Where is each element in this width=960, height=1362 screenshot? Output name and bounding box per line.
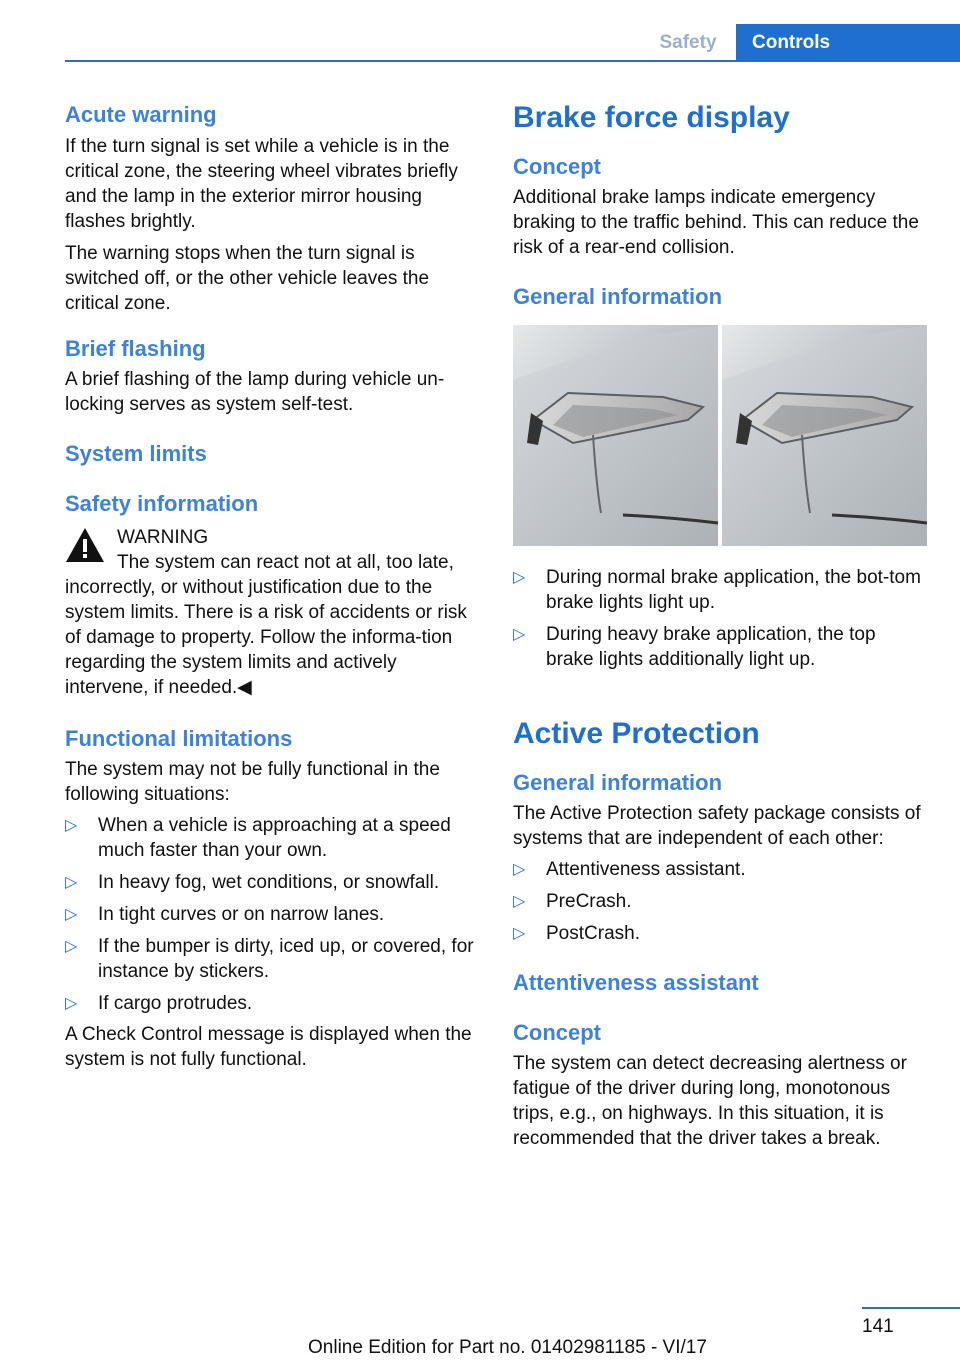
heading-acute-warning: Acute warning <box>65 102 217 127</box>
triangle-right-icon: ▷ <box>513 569 526 586</box>
triangle-right-icon: ▷ <box>513 925 526 942</box>
triangle-right-icon: ▷ <box>65 906 78 923</box>
paragraph: A Check Control message is displayed when the system is not fully functional. <box>65 1024 472 1070</box>
list-item: ▷ During normal brake application, the bot‐tom brake lights light up. <box>513 567 921 613</box>
right-column <box>513 98 928 1151</box>
triangle-right-icon: ▷ <box>65 817 78 834</box>
left-column <box>65 98 480 1072</box>
header-rule <box>65 60 960 62</box>
brake-light-list <box>513 565 928 672</box>
limitations-list <box>65 813 480 1016</box>
warning-triangle-icon <box>65 527 105 563</box>
heading-brake-force-display: Brake force display <box>513 101 790 134</box>
tab-controls-label: Controls <box>752 32 831 53</box>
warning-text: The system can react not at all, too late, incorrectly, or without justification due to the system limits. There is a risk of accidents or risk of damage to property. Follow the informa‐tion regarding the system limits and actively intervene, if needed.◀ <box>65 552 467 698</box>
list-item: ▷ When a vehicle is approaching at a speed much faster than your own. <box>65 815 451 861</box>
brake-lights-illustration <box>513 325 927 546</box>
car-rear-right <box>722 325 927 546</box>
list-item: ▷ In heavy fog, wet conditions, or snowfall. <box>65 872 440 893</box>
car-rear-left <box>513 325 718 546</box>
heading-active-protection: Active Protection <box>513 717 760 750</box>
triangle-right-icon: ▷ <box>65 874 78 891</box>
heading-attentiveness-assistant: Attentiveness assistant <box>513 970 759 995</box>
tab-controls[interactable] <box>736 24 960 62</box>
triangle-right-icon: ▷ <box>513 861 526 878</box>
tab-safety[interactable]: Safety <box>659 32 717 53</box>
heading-concept: Concept <box>513 1020 601 1045</box>
list-item: ▷ PostCrash. <box>513 923 640 944</box>
warning-block <box>65 525 480 700</box>
list-item: ▷ In tight curves or on narrow lanes. <box>65 904 385 925</box>
paragraph: If the turn signal is set while a vehicle is in the critical zone, the steering wheel vibrates briefly and the lamp in the exterior mirror housing flashes brightly. <box>65 136 458 232</box>
active-protection-list <box>513 857 928 946</box>
heading-general-information: General information <box>513 284 723 309</box>
footer-rule <box>862 1307 960 1309</box>
paragraph: The warning stops when the turn signal is switched off, or the other vehicle leaves the critical zone. <box>65 243 430 314</box>
triangle-right-icon: ▷ <box>65 995 78 1012</box>
page-number: 141 <box>862 1316 894 1337</box>
edition-footer: Online Edition for Part no. 01402981185 - VI/17 <box>308 1337 707 1358</box>
heading-brief-flashing: Brief flashing <box>65 336 206 361</box>
warning-label: WARNING <box>117 527 209 548</box>
paragraph: The system can detect decreasing alertness or fatigue of the driver during long, monotonous trips, e.g., on highways. In this situation, it is recommended that the driver takes a break. <box>513 1053 907 1149</box>
heading-system-limits: System limits <box>65 441 207 466</box>
paragraph: A brief flashing of the lamp during vehicle un‐locking serves as system self-test. <box>65 369 445 415</box>
paragraph: The system may not be fully functional in the following situations: <box>65 759 440 805</box>
paragraph: The Active Protection safety package consists of systems that are independent of each other: <box>513 803 921 849</box>
list-item: ▷ If cargo protrudes. <box>65 993 253 1014</box>
list-item: ▷ If the bumper is dirty, iced up, or covered, for instance by stickers. <box>65 936 474 982</box>
heading-safety-information: Safety information <box>65 491 259 516</box>
list-item: ▷ During heavy brake application, the top brake lights additionally light up. <box>513 624 876 670</box>
triangle-right-icon: ▷ <box>65 938 78 955</box>
triangle-right-icon: ▷ <box>513 893 526 910</box>
paragraph: Additional brake lamps indicate emergency braking to the traffic behind. This can reduce the risk of a rear-end collision. <box>513 187 919 258</box>
list-item: ▷ Attentiveness assistant. <box>513 859 746 880</box>
heading-functional-limitations: Functional limitations <box>65 726 293 751</box>
heading-concept: Concept <box>513 154 601 179</box>
triangle-right-icon: ▷ <box>513 626 526 643</box>
list-item: ▷ PreCrash. <box>513 891 632 912</box>
heading-general-information: General information <box>513 770 723 795</box>
